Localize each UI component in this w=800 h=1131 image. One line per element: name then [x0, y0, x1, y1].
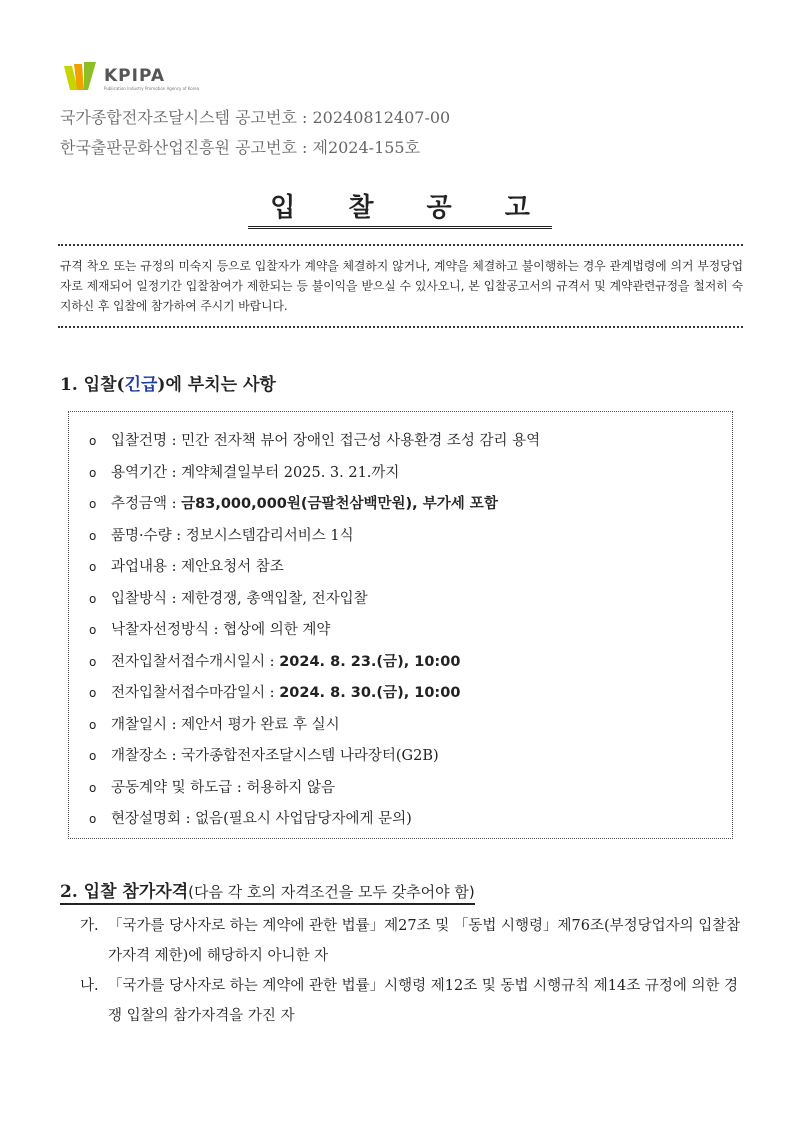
bullet-icon: ο — [89, 655, 97, 669]
detail-label: 개찰일시 : — [111, 717, 182, 733]
detail-label: 개찰장소 : — [111, 748, 182, 764]
section-1-heading — [60, 370, 276, 395]
detail-value: 민간 전자책 뷰어 장애인 접근성 사용환경 조성 감리 용역 — [181, 433, 541, 449]
detail-row-submission-start — [89, 650, 460, 671]
kpipa-logo-mark-icon — [62, 60, 102, 96]
bullet-icon: ο — [89, 560, 97, 574]
detail-value: 계약체결일부터 2025. 3. 21.까지 — [181, 465, 400, 481]
qualification-mark: 나. — [80, 978, 99, 994]
detail-row-site-briefing — [89, 807, 412, 828]
dotted-divider-top — [58, 244, 743, 246]
logo-subtitle: Publication Industry Promotion Agency of Korea — [104, 86, 200, 91]
detail-value: 금83,000,000원(금팔천삼백만원), 부가세 포함 — [181, 496, 498, 512]
detail-value: 제안요청서 참조 — [181, 559, 284, 575]
qualification-text: 「국가를 당사자로 하는 계약에 관한 법률」제27조 및 「동법 시행령」제76조(부정당업자의 입찰참가자격 제한)에 해당하지 아니한 자 — [108, 918, 741, 964]
detail-row-task-content — [89, 555, 284, 576]
document-title-text: 입 찰 공 고 — [248, 192, 552, 229]
bullet-icon: ο — [89, 529, 97, 543]
logo-text: KPIPA — [104, 66, 166, 86]
section-1-heading-prefix: 1. 입찰( — [60, 375, 125, 395]
detail-label: 입찰방식 : — [111, 591, 182, 607]
kpipa-logo — [62, 60, 262, 100]
detail-label: 추정금액 : — [111, 496, 182, 512]
kpipa-notice-number: 한국출판문화산업진흥원 공고번호 : 제2024-155호 — [60, 138, 421, 157]
detail-label: 용역기간 : — [111, 465, 182, 481]
detail-row-opening-date — [89, 713, 340, 734]
qualification-item — [80, 971, 745, 1031]
detail-value: 국가종합전자조달시스템 나라장터(G2B) — [181, 748, 439, 764]
qualification-item — [80, 911, 745, 971]
detail-value: 2024. 8. 30.(금), 10:00 — [279, 685, 461, 701]
bullet-icon: ο — [89, 466, 97, 480]
section-2-heading-bold: 2. 입찰 참가자격 — [60, 882, 189, 902]
detail-row-joint-contract — [89, 776, 335, 797]
bid-warning-text: 규격 착오 또는 규정의 미숙지 등으로 입찰자가 계약을 체결하지 않거나, 계약을 체결하고 불이행하는 경우 관계법령에 의거 부정당업자로 제재되어 일정기간 입찰참여가 제한되는 등 불이익을 받으실 수 있사오니, 본 입찰공고서의 규격서 및 계약관련규정을 철저히 숙지하신 후 입찰에 참가하여 주시기 바랍니다. — [60, 259, 743, 313]
detail-label: 전자입찰서접수마감일시 : — [111, 685, 280, 701]
qualification-text: 「국가를 당사자로 하는 계약에 관한 법률」시행령 제12조 및 동법 시행규칙 제14조 규정에 의한 경쟁 입찰의 참가자격을 가진 자 — [108, 978, 739, 1024]
detail-label: 품명·수량 : — [111, 528, 186, 544]
bullet-icon: ο — [89, 623, 97, 637]
detail-label: 공동계약 및 하도급 : — [111, 780, 247, 796]
detail-row-submission-deadline — [89, 681, 460, 702]
section-2-heading — [60, 877, 475, 905]
bullet-icon: ο — [89, 592, 97, 606]
detail-row-service-period — [89, 461, 399, 482]
document-title — [0, 192, 800, 229]
detail-value: 제한경쟁, 총액입찰, 전자입찰 — [181, 591, 368, 607]
detail-row-bid-name — [89, 429, 540, 450]
bid-details-box — [68, 411, 733, 839]
bullet-icon: ο — [89, 781, 97, 795]
detail-row-item-quantity — [89, 524, 354, 545]
detail-value: 없음(필요시 사업담당자에게 문의) — [195, 811, 412, 827]
bullet-icon: ο — [89, 686, 97, 700]
g2b-notice-number: 국가종합전자조달시스템 공고번호 : 20240812407-00 — [60, 108, 451, 127]
dotted-divider-bottom — [58, 326, 743, 328]
section-2-heading-rest: (다음 각 호의 자격조건을 모두 갖추어야 함) — [188, 883, 475, 901]
detail-value: 허용하지 않음 — [246, 780, 336, 796]
urgent-label: 긴급 — [124, 375, 158, 395]
bullet-icon: ο — [89, 749, 97, 763]
detail-row-selection-method — [89, 618, 330, 639]
detail-label: 입찰건명 : — [111, 433, 182, 449]
detail-label: 낙찰자선정방식 : — [111, 622, 224, 638]
detail-label: 현장설명회 : — [111, 811, 196, 827]
detail-value: 정보시스템감리서비스 1식 — [185, 528, 354, 544]
detail-label: 과업내용 : — [111, 559, 182, 575]
section-1-heading-suffix: )에 부치는 사항 — [157, 375, 276, 395]
bullet-icon: ο — [89, 812, 97, 826]
detail-value: 제안서 평가 완료 후 실시 — [181, 717, 340, 733]
detail-value: 협상에 의한 계약 — [223, 622, 331, 638]
detail-row-estimated-amount — [89, 492, 498, 513]
detail-row-opening-place — [89, 744, 439, 765]
qualification-mark: 가. — [80, 918, 99, 934]
bullet-icon: ο — [89, 497, 97, 511]
detail-value: 2024. 8. 23.(금), 10:00 — [279, 654, 461, 670]
detail-row-bid-method — [89, 587, 368, 608]
bullet-icon: ο — [89, 434, 97, 448]
bullet-icon: ο — [89, 718, 97, 732]
detail-label: 전자입찰서접수개시일시 : — [111, 654, 280, 670]
